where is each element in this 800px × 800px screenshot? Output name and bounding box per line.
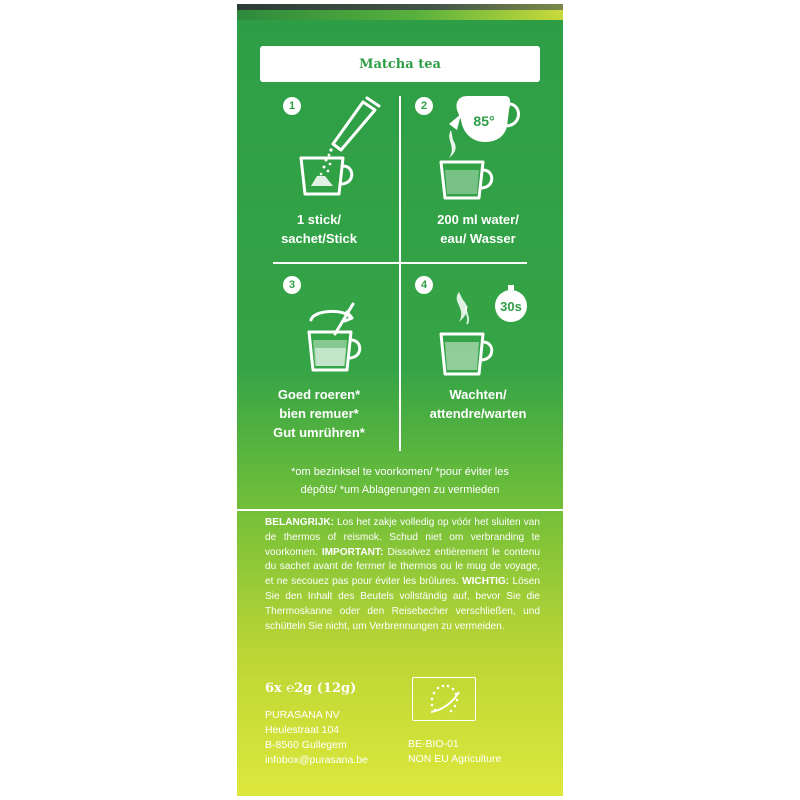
step-2-line-2: eau/ Wasser bbox=[440, 231, 516, 246]
important-warning bbox=[265, 516, 540, 634]
eu-organic-leaf-icon bbox=[412, 677, 476, 721]
step-4-line-2: attendre/warten bbox=[429, 406, 527, 421]
stir-cup-icon bbox=[301, 298, 391, 378]
warning-label-de: WICHTIG: bbox=[462, 576, 510, 588]
step-3-number: 3 bbox=[283, 276, 301, 294]
product-title: Matcha tea bbox=[260, 46, 540, 82]
pour-water-icon bbox=[427, 90, 537, 202]
step-4-line-1: Wachten/ bbox=[449, 387, 507, 402]
product-box-side bbox=[237, 4, 563, 796]
step-3-line-1: Goed roeren* bbox=[277, 387, 361, 402]
warning-label-fr: IMPORTANT: bbox=[321, 546, 384, 558]
step-2-number: 2 bbox=[415, 97, 433, 115]
box-top-edge-shadow bbox=[237, 4, 563, 10]
step-3-line-2: bien remuer* bbox=[279, 406, 359, 421]
step-3-text bbox=[244, 385, 394, 442]
warning-label-nl: BELANGRIJK: bbox=[265, 517, 334, 528]
company-name: PURASANA NV bbox=[265, 709, 340, 721]
step-1-number: 1 bbox=[283, 97, 301, 115]
certification-info bbox=[408, 737, 501, 767]
section-divider bbox=[237, 509, 563, 511]
certification-code: BE-BIO-01 bbox=[408, 738, 459, 750]
step-4-number: 4 bbox=[415, 276, 433, 294]
company-city: B-8560 Gullegem bbox=[265, 739, 347, 751]
steaming-cup-icon bbox=[433, 282, 543, 380]
company-address bbox=[265, 708, 368, 768]
grid-divider-vertical bbox=[399, 96, 401, 451]
step-1-line-2: sachet/Stick bbox=[281, 231, 357, 246]
warning-text-nl: Los het zakje volledig op vóór het sluiten van de thermos of reismok. Schud niet om verbranding te voorkomen. bbox=[265, 517, 540, 558]
company-email: infobox@purasana.be bbox=[265, 754, 368, 766]
step-1-line-1: 1 stick/ bbox=[296, 212, 342, 227]
grid-divider-horizontal bbox=[273, 262, 527, 264]
step-3-line-3: Gut umrühren* bbox=[273, 425, 365, 440]
certification-origin: NON EU Agriculture bbox=[408, 753, 502, 765]
water-temperature: 85° bbox=[473, 113, 495, 129]
company-street: Heulestraat 104 bbox=[265, 724, 340, 736]
net-weight: 6x ℮2g (12g) bbox=[265, 681, 357, 696]
step-4-text bbox=[403, 385, 553, 423]
wait-timer: 30s bbox=[500, 299, 522, 314]
warning-text-de: Lösen Sie den Inhalt des Beutels vollständig auf, bevor Sie die Thermoskanne oder den Reisebecher verschließen, und schütteln Sie nicht, um Verbrennungen zu vermeiden. bbox=[265, 576, 540, 632]
footnote-line-1: *om bezinksel te voorkomen/ *pour éviter les bbox=[291, 466, 509, 478]
stick-into-cup-icon bbox=[295, 92, 395, 202]
step-2-line-1: 200 ml water/ bbox=[437, 212, 519, 227]
footnote bbox=[251, 463, 549, 499]
step-1-text bbox=[244, 210, 394, 248]
step-2-text bbox=[403, 210, 553, 248]
warning-text-fr: Dissolvez entièrement le contenu du sachet avant de fermer le thermos ou le mug de voyage, et ne secouez pas pour éviter les brûlures. bbox=[265, 546, 540, 588]
footnote-line-2: dépôts/ *um Ablagerungen zu vermieden bbox=[300, 484, 500, 496]
